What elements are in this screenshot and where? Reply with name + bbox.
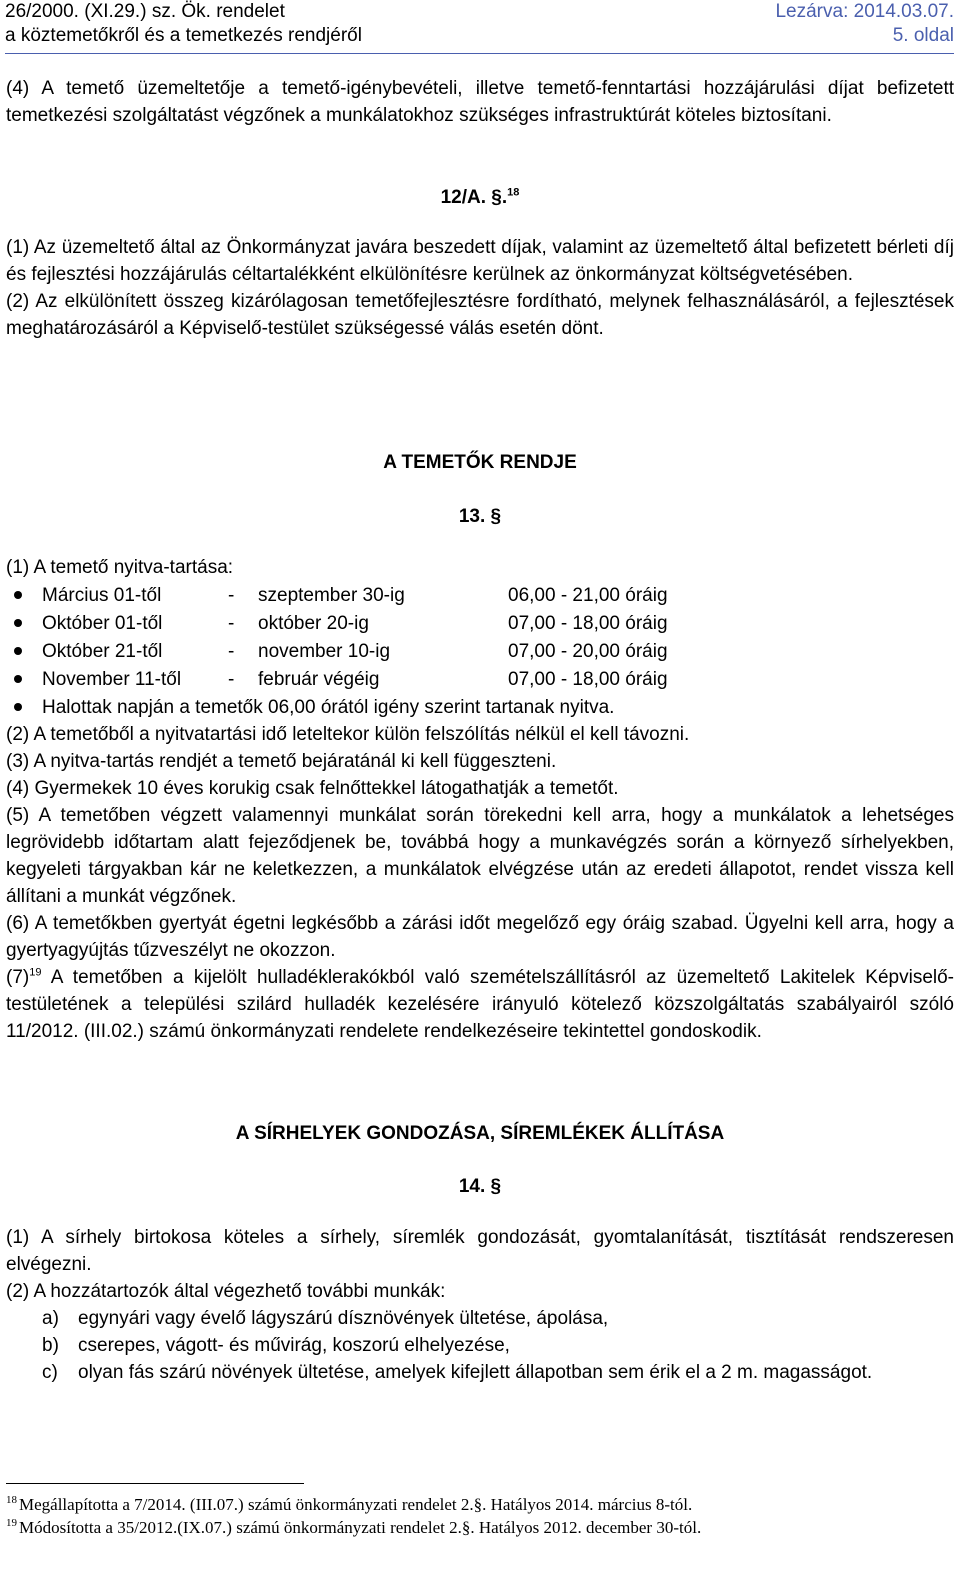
paragraph-13-3: (3) A nyitva-tartás rendjét a temető bejáratánál ki kell függeszteni. xyxy=(6,751,557,772)
section-13-heading: 13. § xyxy=(458,506,502,527)
list-text: olyan fás szárú növények ültetése, amelyek kifejlett állapotban sem érik el a 2 m. magasságot. xyxy=(78,1362,873,1383)
opening-hours-list xyxy=(6,581,954,721)
footnote-19 xyxy=(6,1517,701,1539)
header-closed-date: Lezárva: 2014.03.07. xyxy=(775,1,954,22)
paragraph-12a-1: (1) Az üzemeltető által az Önkormányzat javára beszedett díjak, valamint az üzemeltető által befizetett bérleti díj és fejlesztési hozzájárulás céltartalékként elkülönítésre kerülnek az önkormányzat költségvetésében. xyxy=(6,237,954,285)
schedule-from: Március 01-től xyxy=(42,584,162,606)
page-header xyxy=(5,0,954,48)
bullet-icon xyxy=(14,675,22,683)
list-text: cserepes, vágott- és művirág, koszorú elhelyezése, xyxy=(78,1335,510,1356)
section-14-heading: 14. § xyxy=(458,1176,502,1197)
schedule-item xyxy=(6,637,954,665)
footnote-number: 19 xyxy=(6,1517,17,1530)
header-page-number: 5. oldal xyxy=(892,25,954,46)
footnote-divider xyxy=(6,1483,304,1484)
schedule-hours: 06,00 - 21,00 óráig xyxy=(508,584,668,606)
schedule-item xyxy=(6,581,954,609)
schedule-item xyxy=(6,665,954,693)
schedule-hours: 07,00 - 18,00 óráig xyxy=(508,612,668,634)
section-13-body xyxy=(6,554,954,1045)
paragraph-13-4: (4) Gyermekek 10 éves korukig csak felnőttekkel látogathatják a temetőt. xyxy=(6,778,619,799)
paragraph-text: A temetőben a kijelölt hulladéklerakókból való szemételszállításról az üzemeltető Lakitelek Képviselő-testületének a települési szilárd hulladék kezelésére irányuló kötelező közszolgáltatás szabályairól szóló 11/2012. (III.02.) számú önkormányzati rendelete rendelkezéseire tekintettel gondoskodik. xyxy=(6,967,954,1042)
section-number: 12/A. §. xyxy=(440,187,508,208)
bullet-icon xyxy=(14,703,22,711)
section-14-body xyxy=(6,1224,954,1386)
schedule-dash: - xyxy=(228,584,235,606)
footnote-text: Megállapította a 7/2014. (III.07.) számú önkormányzati rendelet 2.§. Hatályos 2014. március 8-tól. xyxy=(19,1495,693,1514)
schedule-from: Október 21-től xyxy=(42,640,163,662)
list-label: b) xyxy=(42,1335,59,1356)
schedule-to: november 10-ig xyxy=(258,640,391,662)
footnote-18 xyxy=(6,1494,692,1516)
footnote-number: 18 xyxy=(6,1494,17,1507)
schedule-to: szeptember 30-ig xyxy=(258,584,405,606)
chapter-title-sirhelyek: A SÍRHELYEK GONDOZÁSA, SÍREMLÉKEK ÁLLÍTÁSA xyxy=(235,1123,725,1144)
section-12a-body xyxy=(6,234,954,342)
header-regulation-title: a köztemetőkről és a temetkezés rendjéről xyxy=(5,25,362,46)
schedule-item-halottak xyxy=(6,693,954,721)
schedule-to: október 20-ig xyxy=(258,612,369,634)
bullet-icon xyxy=(14,619,22,627)
paragraph-13-1: (1) A temető nyitva-tartása: xyxy=(6,557,234,578)
bullet-icon xyxy=(14,647,22,655)
schedule-hours: 07,00 - 18,00 óráig xyxy=(508,668,668,690)
footnote-ref-19: 19 xyxy=(29,966,42,979)
paragraph-text: (4) A temető üzemeltetője a temető-igénybevételi, illetve temető-fenntartási hozzájárulási díjat befizetett temetkezési szolgáltatást végzőnek a munkálatokhoz szükséges infrastruktúrát köteles biztosítani. xyxy=(6,78,954,126)
paragraph-14-1: (1) A sírhely birtokosa köteles a sírhely, síremlék gondozását, gyomtalanítását, tisztítását rendszeresen elvégezni. xyxy=(6,1227,954,1275)
schedule-to: február végéig xyxy=(258,668,380,690)
schedule-dash: - xyxy=(228,668,235,690)
schedule-note: Halottak napján a temetők 06,00 órától igény szerint tartanak nyitva. xyxy=(42,696,615,718)
list-item xyxy=(6,1305,954,1332)
footnote-text: Módosította a 35/2012.(IX.07.) számú önkormányzati rendelet 2.§. Hatályos 2012. december 30-tól. xyxy=(19,1518,702,1537)
header-divider xyxy=(5,53,954,54)
header-regulation-id: 26/2000. (XI.29.) sz. Ök. rendelet xyxy=(5,1,285,22)
list-text: egynyári vagy évelő lágyszárú dísznövények ültetése, ápolása, xyxy=(78,1308,609,1329)
bullet-icon xyxy=(14,591,22,599)
schedule-item xyxy=(6,609,954,637)
paragraph-lead: (7) xyxy=(6,967,30,988)
paragraph-14-2: (2) A hozzátartozók által végezhető további munkák: xyxy=(6,1281,446,1302)
paragraph-13-7 xyxy=(6,964,954,1045)
footnote-ref-18: 18 xyxy=(507,186,520,199)
paragraph-13-5: (5) A temetőben végzett valamennyi munkálat során törekedni kell arra, hogy a munkálatok a lehetséges legrövidebb időtartam alatt fejeződjenek be, továbbá hogy a munkavégzés során a környező sírhelyekben, kegyeleti tárgyakban kár ne keletkezzen, a munkálatok elvégzése után az eredeti állapotot, rendet vissza kell állítani a munkát végzőnek. xyxy=(6,805,954,907)
schedule-hours: 07,00 - 20,00 óráig xyxy=(508,640,668,662)
section-12a-heading xyxy=(0,184,960,211)
paragraph-12a-2: (2) Az elkülönített összeg kizárólagosan temetőfejlesztésre fordítható, melynek felhasználásáról, a fejlesztések meghatározásáról a Képviselő-testület szükségessé válás esetén dönt. xyxy=(6,291,954,339)
schedule-from: November 11-től xyxy=(42,668,182,690)
paragraph-13-2: (2) A temetőből a nyitvatartási idő leteltekor külön felszólítás nélkül el kell távozni. xyxy=(6,724,690,745)
list-label: a) xyxy=(42,1308,59,1329)
list-item xyxy=(6,1332,954,1359)
paragraph-12-4 xyxy=(6,75,954,129)
schedule-from: Október 01-től xyxy=(42,612,163,634)
chapter-title-temetok-rendje: A TEMETŐK RENDJE xyxy=(383,452,577,473)
list-item xyxy=(6,1359,954,1386)
paragraph-13-6: (6) A temetőkben gyertyát égetni legkésőbb a zárási időt megelőző egy óráig szabad. Ügyelni kell arra, hogy a gyertyagyújtás tűzveszélyt ne okozzon. xyxy=(6,913,954,961)
list-label: c) xyxy=(42,1362,58,1383)
schedule-dash: - xyxy=(228,640,235,662)
schedule-dash: - xyxy=(228,612,235,634)
